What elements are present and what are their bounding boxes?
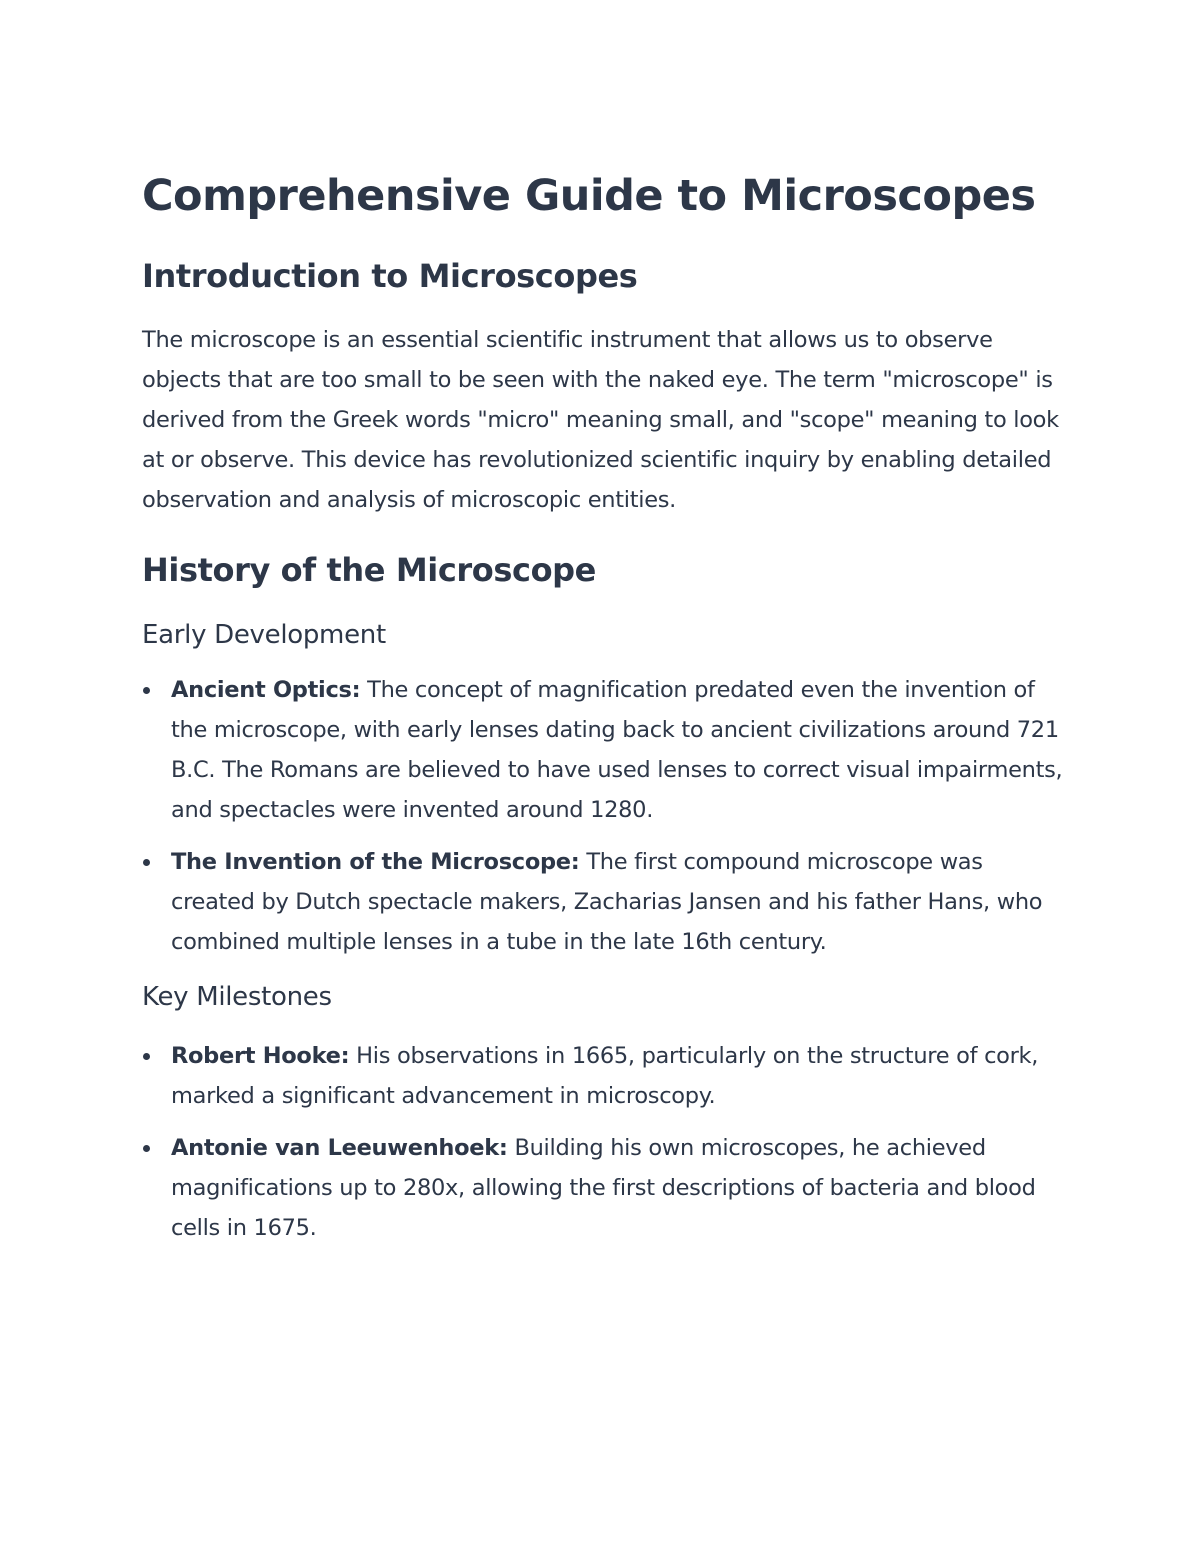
list-item-term: Ancient Optics:: [171, 677, 361, 703]
bullet-icon: [143, 1145, 150, 1152]
early-development-list: [142, 670, 1072, 962]
list-item-text: The concept of magnification predated even the invention of the microscope, with early lenses dating back to ancient civilizations around 721 B.C. The Romans are believed to have used lenses to correct visual impairments, and spectacles were invented around 1280.: [171, 677, 1063, 823]
document-title: Comprehensive Guide to Microscopes: [142, 171, 1036, 221]
bullet-icon: [143, 1053, 150, 1060]
list-item-text: The first compound microscope was created by Dutch spectacle makers, Zacharias Jansen and his father Hans, who combined multiple lenses in a tube in the late 16th century.: [171, 849, 1043, 955]
section-heading-introduction: Introduction to Microscopes: [142, 257, 638, 295]
bullet-icon: [143, 859, 150, 866]
subsection-heading-key-milestones: Key Milestones: [142, 982, 332, 1012]
list-item-text: His observations in 1665, particularly on the structure of cork, marked a significant advancement in microscopy.: [171, 1043, 1039, 1109]
introduction-paragraph: The microscope is an essential scientific instrument that allows us to observe objects that are too small to be seen with the naked eye. The term "microscope" is derived from the Greek words "micro" meaning small, and "scope" meaning to look at or observe. This device has revolutionized scientific inquiry by enabling detailed observation and analysis of microscopic entities.: [142, 327, 1059, 513]
list-item: [142, 842, 1072, 962]
list-item-term: Antonie van Leeuwenhoek:: [171, 1135, 508, 1161]
bullet-icon: [143, 687, 150, 694]
list-item-text: Building his own microscopes, he achieved magnifications up to 280x, allowing the first descriptions of bacteria and blood cells in 1675.: [171, 1135, 1036, 1241]
document-page: [142, 168, 1072, 1260]
list-item: [142, 670, 1072, 830]
list-item-term: Robert Hooke:: [171, 1043, 350, 1069]
key-milestones-list: [142, 1036, 1072, 1248]
list-item: [142, 1128, 1072, 1248]
subsection-heading-early-development: Early Development: [142, 620, 386, 650]
list-item: [142, 1036, 1072, 1116]
list-item-term: The Invention of the Microscope:: [171, 849, 580, 875]
section-heading-history: History of the Microscope: [142, 551, 596, 589]
